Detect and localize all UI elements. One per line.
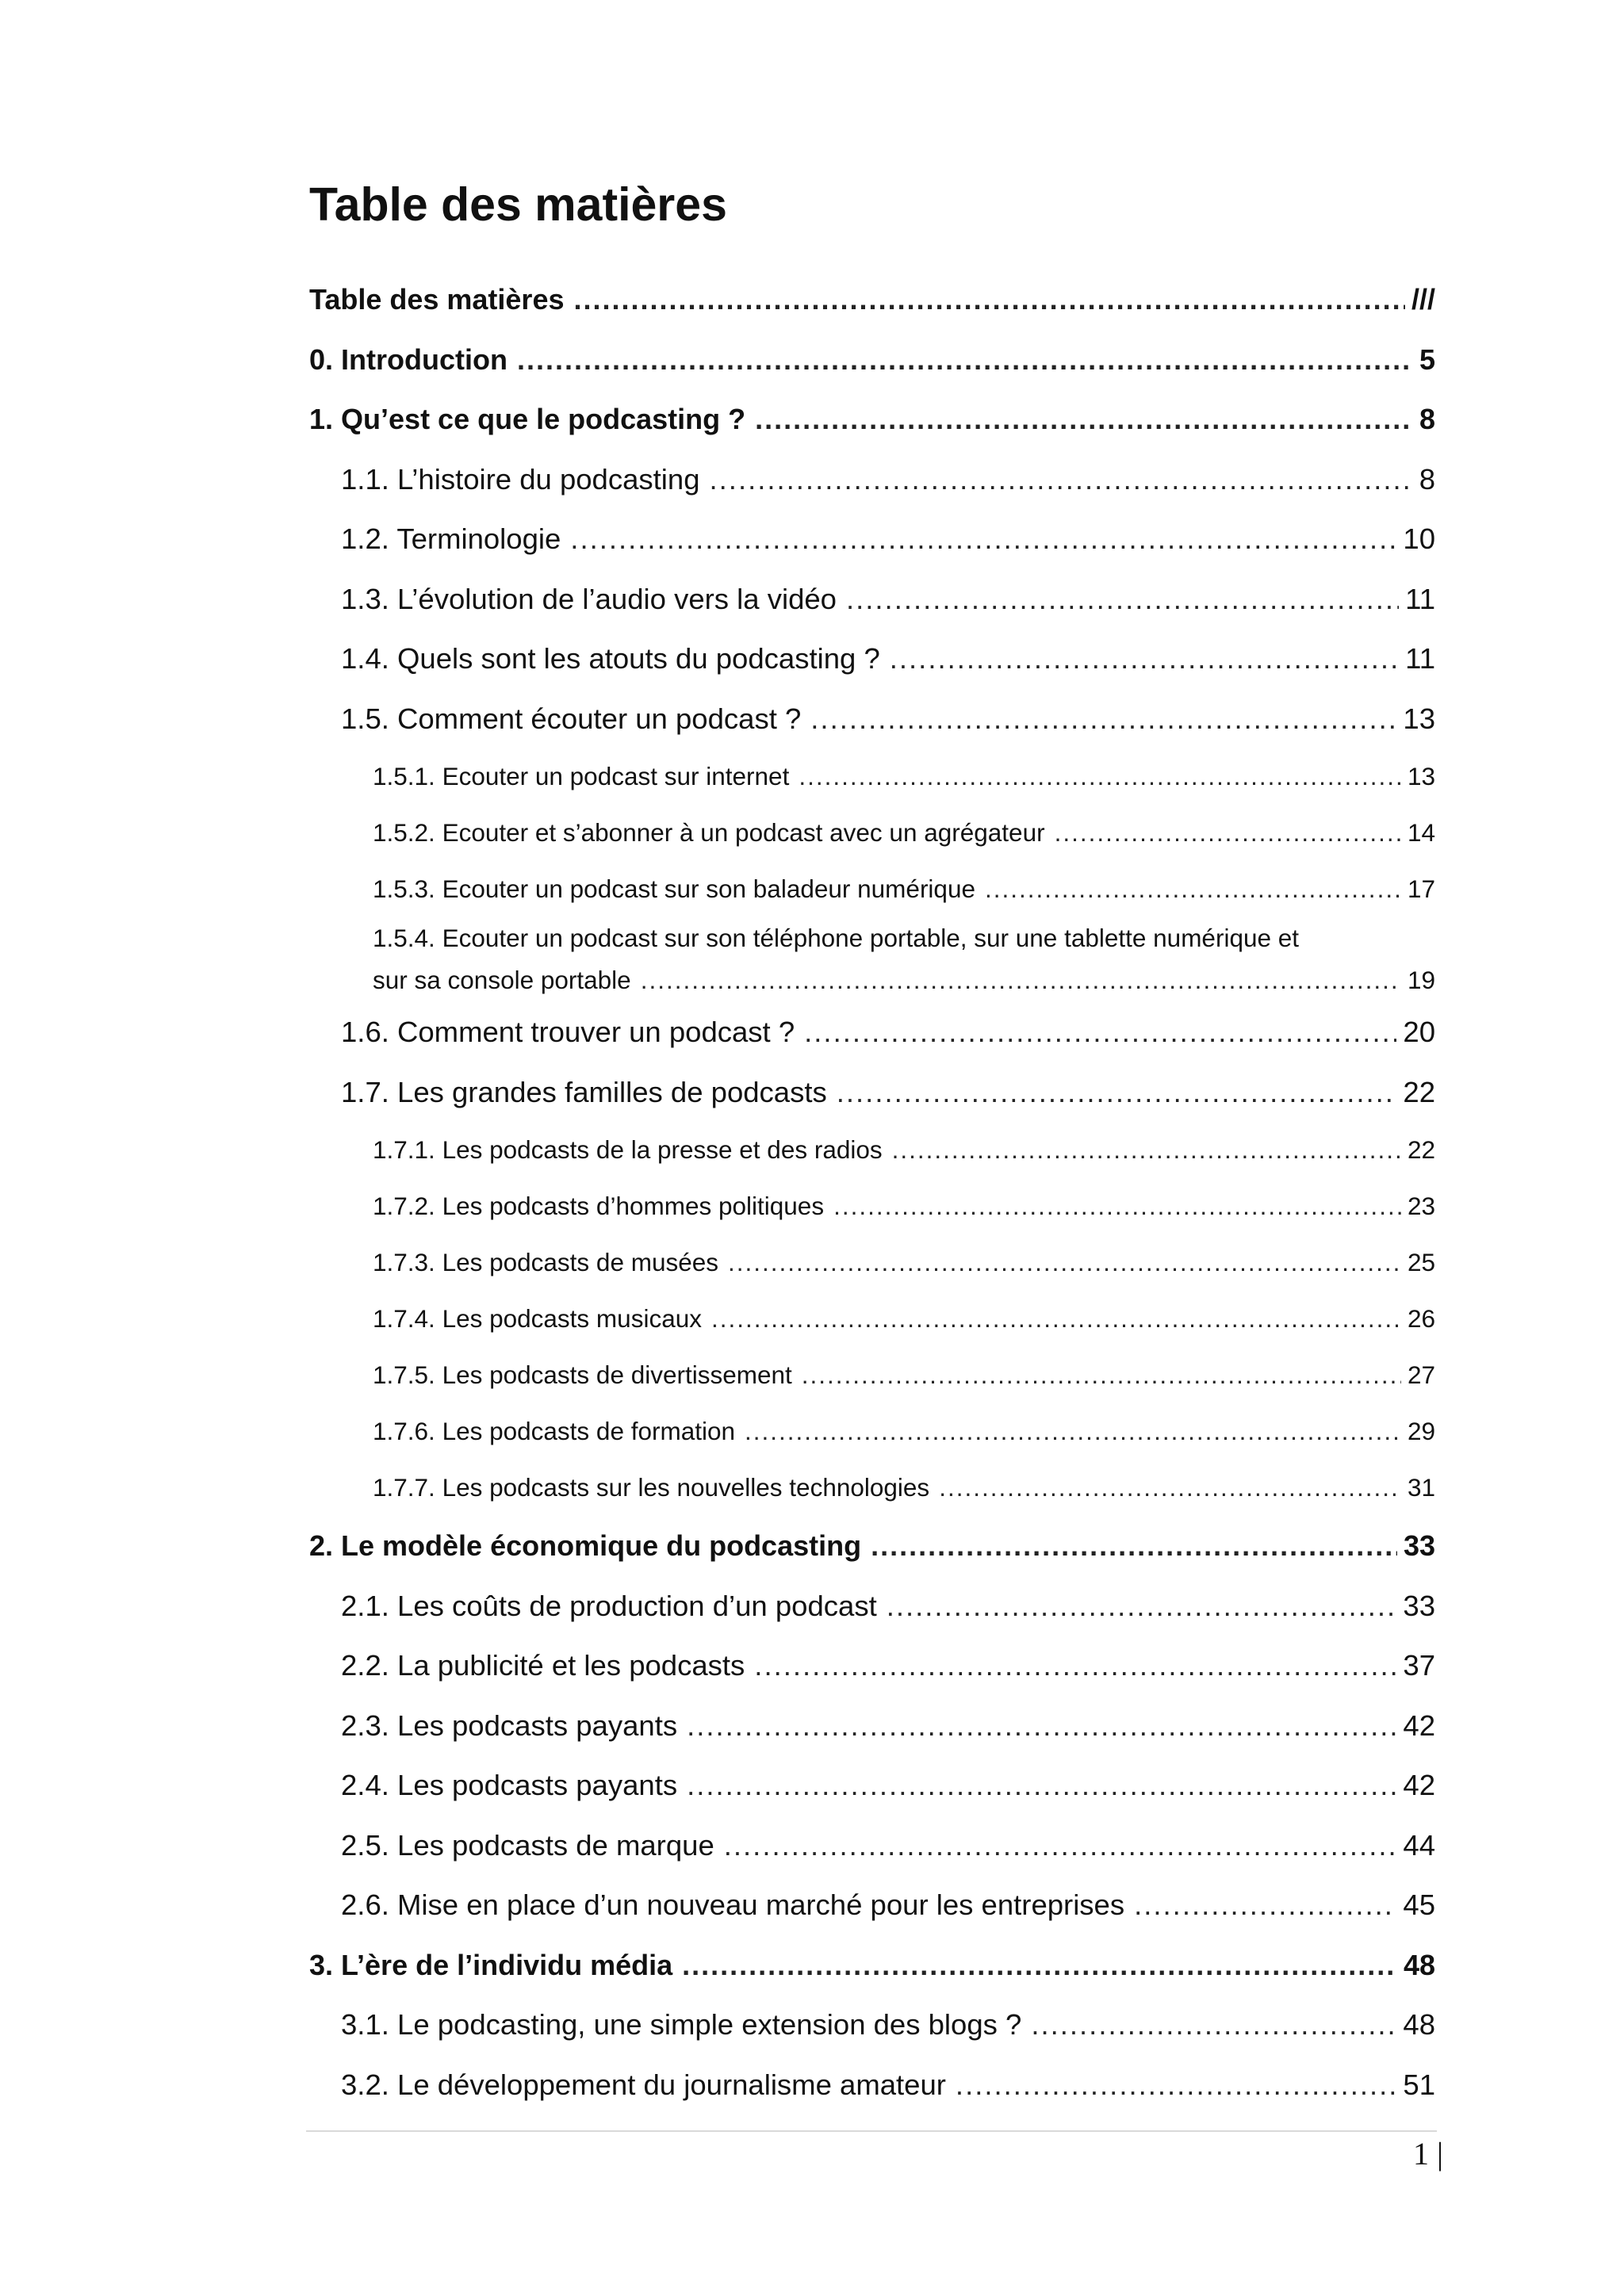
toc-entry-label: 0. Introduction	[309, 342, 508, 376]
page-number: 1 |	[1412, 2136, 1443, 2172]
toc-entry[interactable]	[309, 1403, 1435, 1460]
toc-leader-dots	[985, 861, 1401, 917]
toc-entry[interactable]	[309, 861, 1435, 917]
toc-entry[interactable]	[309, 569, 1435, 629]
toc-entry-page: 13	[1403, 702, 1435, 735]
toc-entry-page: 45	[1403, 1888, 1435, 1921]
toc-entry[interactable]	[309, 1516, 1435, 1576]
toc-entry-label: 1.7.4. Les podcasts musicaux	[373, 1304, 702, 1333]
toc-leader-dots	[755, 389, 1413, 450]
toc-entry-page: 27	[1407, 1360, 1435, 1389]
toc-entry-page: 8	[1419, 462, 1435, 496]
toc-entry[interactable]	[309, 917, 1435, 1002]
toc-leader-dots	[710, 450, 1413, 510]
toc-entry-label-continued: sur sa console portable	[373, 966, 631, 994]
toc-entry[interactable]	[309, 1755, 1435, 1816]
toc-leader-dots	[833, 1178, 1401, 1234]
toc-entry-page: 42	[1403, 1709, 1435, 1742]
toc-leader-dots	[939, 1460, 1401, 1516]
toc-entry[interactable]	[309, 450, 1435, 510]
toc-entry-page: 26	[1407, 1304, 1435, 1333]
toc-leader-dots	[837, 1062, 1397, 1123]
toc-entry-label: 1.7.7. Les podcasts sur les nouvelles technologies	[373, 1473, 930, 1502]
page-title: Table des matières	[309, 178, 727, 231]
toc-leader-dots	[574, 270, 1405, 330]
toc-entry-label: 2.1. Les coûts de production d’un podcast	[341, 1589, 877, 1622]
toc-entry-label: 1.7.3. Les podcasts de musées	[373, 1248, 719, 1276]
toc-entry-page: 20	[1403, 1016, 1435, 1048]
toc-entry-page: 5	[1419, 342, 1435, 376]
toc-entry-page: 51	[1403, 2068, 1435, 2101]
toc-entry-label: 2.6. Mise en place d’un nouveau marché pour les entreprises	[341, 1888, 1125, 1921]
toc-entry[interactable]	[309, 1234, 1435, 1291]
toc-entry-page: 23	[1407, 1192, 1435, 1220]
toc-entry-label: 1.5.4. Ecouter un podcast sur son téléphone portable, sur une tablette numérique et	[373, 924, 1300, 952]
toc-entry-label: 1.5.2. Ecouter et s’abonner à un podcast avec un agrégateur	[373, 818, 1045, 847]
toc-entry-page: 19	[1407, 966, 1435, 994]
toc-entry[interactable]	[309, 629, 1435, 689]
toc-leader-dots	[724, 1816, 1397, 1876]
toc-entry-page: 33	[1403, 1589, 1435, 1622]
toc-entry-label: 1.7.5. Les podcasts de divertissement	[373, 1360, 792, 1389]
toc-entry-page: 17	[1407, 874, 1435, 903]
toc-entry[interactable]	[309, 2055, 1435, 2115]
toc-leader-dots	[687, 1755, 1396, 1816]
toc-entry-page: 48	[1403, 1948, 1435, 1981]
toc-entry-label: 1.5. Comment écouter un podcast ?	[341, 702, 802, 735]
toc-entry[interactable]	[309, 1995, 1435, 2055]
toc-entry-label: 1.7.1. Les podcasts de la presse et des radios	[373, 1135, 883, 1164]
toc-entry-page: 37	[1403, 1649, 1435, 1682]
toc-leader-dots	[1031, 1995, 1396, 2055]
table-of-contents	[309, 270, 1435, 2114]
toc-entry[interactable]	[309, 1460, 1435, 1516]
toc-entry[interactable]	[309, 1935, 1435, 1996]
toc-entry-label: 3.2. Le développement du journalisme amateur	[341, 2068, 946, 2101]
toc-leader-dots	[890, 629, 1399, 689]
toc-leader-dots	[956, 2055, 1396, 2115]
toc-entry-page: 42	[1403, 1769, 1435, 1801]
toc-entry-label: 1.6. Comment trouver un podcast ?	[341, 1016, 795, 1048]
toc-entry[interactable]	[309, 1122, 1435, 1178]
toc-entry-label: 1.5.3. Ecouter un podcast sur son baladeur numérique	[373, 874, 975, 903]
toc-entry-label: 1. Qu’est ce que le podcasting ?	[309, 403, 746, 435]
toc-entry-label: 3.1. Le podcasting, une simple extension des blogs ?	[341, 2008, 1022, 2041]
toc-entry[interactable]	[309, 1576, 1435, 1636]
toc-entry[interactable]	[309, 1291, 1435, 1347]
toc-entry-label: 1.5.1. Ecouter un podcast sur internet	[373, 762, 790, 790]
toc-leader-dots	[887, 1576, 1397, 1636]
toc-entry[interactable]	[309, 1178, 1435, 1234]
toc-leader-dots	[799, 748, 1401, 805]
toc-entry-label: 2.2. La publicité et les podcasts	[341, 1649, 745, 1682]
toc-entry-page: 13	[1407, 762, 1435, 790]
toc-entry[interactable]	[309, 1062, 1435, 1123]
toc-leader-dots	[711, 1291, 1401, 1347]
toc-leader-dots	[846, 569, 1399, 629]
toc-entry[interactable]	[309, 330, 1435, 390]
toc-entry[interactable]	[309, 1696, 1435, 1756]
footer-divider	[306, 2130, 1437, 2132]
toc-entry-page: 22	[1403, 1075, 1435, 1108]
toc-entry-label: 1.2. Terminologie	[341, 522, 561, 555]
toc-entry-label: 3. L’ère de l’individu média	[309, 1948, 673, 1981]
toc-entry-page: 8	[1419, 403, 1435, 435]
toc-entry[interactable]	[309, 1347, 1435, 1403]
toc-entry[interactable]	[309, 805, 1435, 861]
toc-entry-page: 11	[1405, 582, 1435, 615]
toc-entry-page: 10	[1403, 522, 1435, 555]
toc-leader-dots	[1055, 805, 1401, 861]
toc-entry[interactable]	[309, 748, 1435, 805]
toc-entry-label: 1.7.6. Les podcasts de formation	[373, 1417, 736, 1445]
toc-entry-label: 2. Le modèle économique du podcasting	[309, 1529, 862, 1562]
toc-entry-page: 11	[1405, 642, 1435, 675]
toc-leader-dots	[682, 1935, 1397, 1996]
toc-leader-dots	[641, 959, 1401, 1001]
toc-entry[interactable]	[309, 1636, 1435, 1696]
toc-entry[interactable]	[309, 389, 1435, 450]
toc-leader-dots	[745, 1403, 1401, 1460]
toc-leader-dots	[802, 1347, 1401, 1403]
toc-leader-dots	[728, 1234, 1401, 1291]
toc-entry-label: 1.1. L’histoire du podcasting	[341, 462, 700, 496]
toc-entry-page: 48	[1403, 2008, 1435, 2041]
toc-entry[interactable]	[309, 1002, 1435, 1062]
toc-leader-dots	[517, 330, 1413, 390]
toc-entry-label: 1.3. L’évolution de l’audio vers la vidéo	[341, 582, 837, 615]
toc-entry-continuation	[373, 959, 1435, 1001]
toc-entry[interactable]	[309, 270, 1435, 330]
toc-entry-page: 44	[1403, 1828, 1435, 1862]
toc-leader-dots	[871, 1516, 1397, 1576]
toc-entry-label: 1.7.2. Les podcasts d’hommes politiques	[373, 1192, 825, 1220]
toc-entry-label: 2.5. Les podcasts de marque	[341, 1828, 714, 1862]
toc-leader-dots	[892, 1122, 1401, 1178]
toc-entry-page: 29	[1407, 1417, 1435, 1445]
toc-entry-label: Table des matières	[309, 283, 565, 316]
toc-entry-page: ///	[1411, 283, 1435, 316]
toc-leader-dots	[804, 1002, 1396, 1062]
toc-entry[interactable]	[309, 509, 1435, 569]
toc-entry-label: 2.3. Les podcasts payants	[341, 1709, 678, 1742]
toc-entry-label: 2.4. Les podcasts payants	[341, 1769, 678, 1801]
toc-leader-dots	[1134, 1875, 1396, 1935]
toc-entry-page: 25	[1407, 1248, 1435, 1276]
toc-entry[interactable]	[309, 1816, 1435, 1876]
toc-entry[interactable]	[309, 1875, 1435, 1935]
toc-entry[interactable]	[309, 689, 1435, 749]
toc-entry-page: 33	[1403, 1529, 1435, 1562]
toc-entry-label: 1.4. Quels sont les atouts du podcasting ?	[341, 642, 880, 675]
toc-leader-dots	[754, 1636, 1396, 1696]
toc-entry-label: 1.7. Les grandes familles de podcasts	[341, 1075, 827, 1108]
toc-leader-dots	[810, 689, 1396, 749]
toc-entry-page: 31	[1407, 1473, 1435, 1502]
toc-entry-page: 14	[1407, 818, 1435, 847]
toc-leader-dots	[687, 1696, 1396, 1756]
toc-entry-page: 22	[1407, 1135, 1435, 1164]
toc-leader-dots	[570, 509, 1396, 569]
